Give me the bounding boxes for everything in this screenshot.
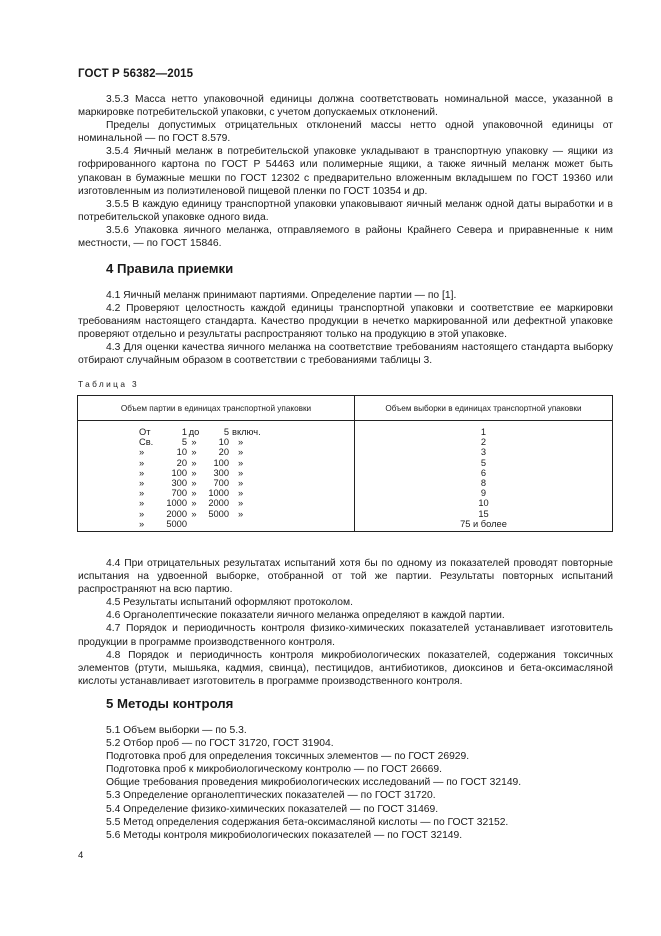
- lot-size-column: [78, 421, 355, 532]
- paragraph-4-7: 4.7 Порядок и периодичность контроля физико-химических показателей устанавливает изготовитель продукции в программе производственного контроля.: [78, 623, 613, 648]
- paragraph-4-8: 4.8 Порядок и периодичность контроля микробиологических показателей, содержания токсичных элементов (ртути, мышьяка, кадмия, свинца), пестицидов, антибиотиков, диоксинов и бета-оксимасляной кислоты устанавливает изготовитель в программе производственного контроля.: [78, 649, 613, 687]
- paragraph-3-5-5: 3.5.5 В каждую единицу транспортной упаковки упаковывают яичный меланж одной даты выработки и в потребительской упаковке одного вида.: [78, 198, 613, 223]
- table-cell-sample: 75 и более: [460, 518, 507, 529]
- table-header-lot-size: Объем партии в единицах транспортной упаковки: [78, 396, 355, 421]
- section-5-heading: 5 Методы контроля: [106, 696, 234, 711]
- table-row: » 20 » 100 »: [139, 457, 244, 468]
- sample-size-column: [355, 421, 613, 532]
- section-4-heading: 4 Правила приемки: [106, 261, 234, 276]
- table-row: » 5000: [139, 518, 187, 529]
- paragraph-4-5: 4.5 Результаты испытаний оформляют протоколом.: [106, 597, 353, 609]
- table-row: » 1000 » 2000 »: [139, 498, 244, 509]
- table-cell-sample: 9: [480, 488, 487, 499]
- paragraph-3-5-6: 3.5.6 Упаковка яичного меланжа, отправляемого в районы Крайнего Севера и приравненные к ним местности, — по ГОСТ 15846.: [78, 224, 613, 250]
- line-5-6: 5.6 Методы контроля микробиологических показателей — по ГОСТ 32149.: [106, 829, 463, 841]
- table-row: От 1 до 5 включ.: [139, 427, 261, 437]
- table-row: » 2000 » 5000 »: [139, 508, 244, 519]
- line-5-5: 5.5 Метод определения содержания бета-оксимасляной кислоты — по ГОСТ 32152.: [106, 816, 509, 828]
- table-row: » 300 » 700 »: [139, 478, 244, 489]
- line-micro-prep: Подготовка проб к микробиологическому контролю — по ГОСТ 26669.: [106, 764, 442, 776]
- page-number: 4: [78, 850, 84, 861]
- table-row: » 100 » 300 »: [139, 467, 244, 478]
- section-5-list: [106, 724, 613, 842]
- section-3-tail: [78, 93, 613, 250]
- paragraph-4-4: 4.4 При отрицательных результатах испытаний хотя бы по одному из показателей проводят повторные испытания на удвоенной выборке, отобранной от той же партии. Результаты повторных испытаний распространяют на всю партию.: [78, 558, 613, 596]
- section-4-intro: [78, 289, 613, 368]
- table-header-sample-size: Объем выборки в единицах транспортной упаковки: [355, 396, 613, 421]
- table-cell-sample: 1: [480, 427, 487, 437]
- table-cell-sample: 6: [480, 467, 487, 478]
- table-cell-sample: 2: [480, 437, 487, 448]
- table-caption: Таблица 3: [78, 379, 140, 389]
- sampling-table: [77, 395, 613, 532]
- paragraph-4-6: 4.6 Органолептические показатели яичного меланжа определяют в каждой партии.: [106, 610, 505, 622]
- section-4-results: [78, 557, 613, 688]
- line-general-req: Общие требования проведения микробиологических исследований — по ГОСТ 32149.: [106, 777, 522, 789]
- paragraph-3-5-4: 3.5.4 Яичный меланж в потребительской упаковке укладывают в транспортную упаковку — ящики из гофрированного картона по ГОСТ Р 54463 или полимерные ящики, а также яичный меланж может быть упакован в бумажные мешки по ГОСТ 12302 с предварительно вложенным вкладышем по ГОСТ 19360 или изготовленным из полиэтиленовой пищевой пленки по ГОСТ 10354 и др.: [78, 146, 613, 197]
- table-cell-sample: 15: [478, 508, 489, 519]
- paragraph-4-1: 4.1 Яичный меланж принимают партиями. Определение партии — по [1].: [106, 290, 457, 301]
- line-5-2: 5.2 Отбор проб — по ГОСТ 31720, ГОСТ 31904.: [106, 738, 334, 750]
- table-cell-sample: 5: [480, 457, 487, 468]
- table-cell-sample: 10: [478, 498, 489, 509]
- paragraph-mass-limits: Пределы допустимых отрицательных отклонений массы нетто одной упаковочной единицы от номинальной — по ГОСТ 8.579.: [78, 120, 613, 145]
- table-cell-sample: 8: [480, 478, 487, 489]
- table-row: » 10 » 20 »: [139, 447, 244, 458]
- paragraph-4-3: 4.3 Для оценки качества яичного меланжа на соответствие требованиям настоящего стандарта выборку отбирают случайным образом в соответствии с требованиями таблицы 3.: [78, 342, 613, 367]
- line-toxic-prep: Подготовка проб для определения токсичных элементов — по ГОСТ 26929.: [106, 751, 470, 763]
- table-row: Св. 5 » 10 »: [139, 437, 244, 448]
- paragraph-4-2: 4.2 Проверяют целостность каждой единицы транспортной упаковки и соответствие ее маркировки требованиям настоящего стандарта. Качество продукции в нечетко маркированной или дефектной упаковке проверяют отдельно и результаты распространяют только на продукцию в этой упаковке.: [78, 303, 613, 341]
- line-5-3: 5.3 Определение органолептических показателей — по ГОСТ 31720.: [106, 790, 436, 802]
- document-id: ГОСТ Р 56382—2015: [78, 68, 194, 80]
- line-5-4: 5.4 Определение физико-химических показателей — по ГОСТ 31469.: [106, 803, 439, 815]
- table-row: » 700 » 1000 »: [139, 488, 244, 499]
- paragraph-3-5-3: 3.5.3 Масса нетто упаковочной единицы должна соответствовать номинальной массе, указанной в маркировке потребительской упаковки, с учетом допускаемых отклонений.: [78, 94, 613, 119]
- table-cell-sample: 3: [480, 447, 487, 458]
- line-5-1: 5.1 Объем выборки — по 5.3.: [106, 725, 247, 736]
